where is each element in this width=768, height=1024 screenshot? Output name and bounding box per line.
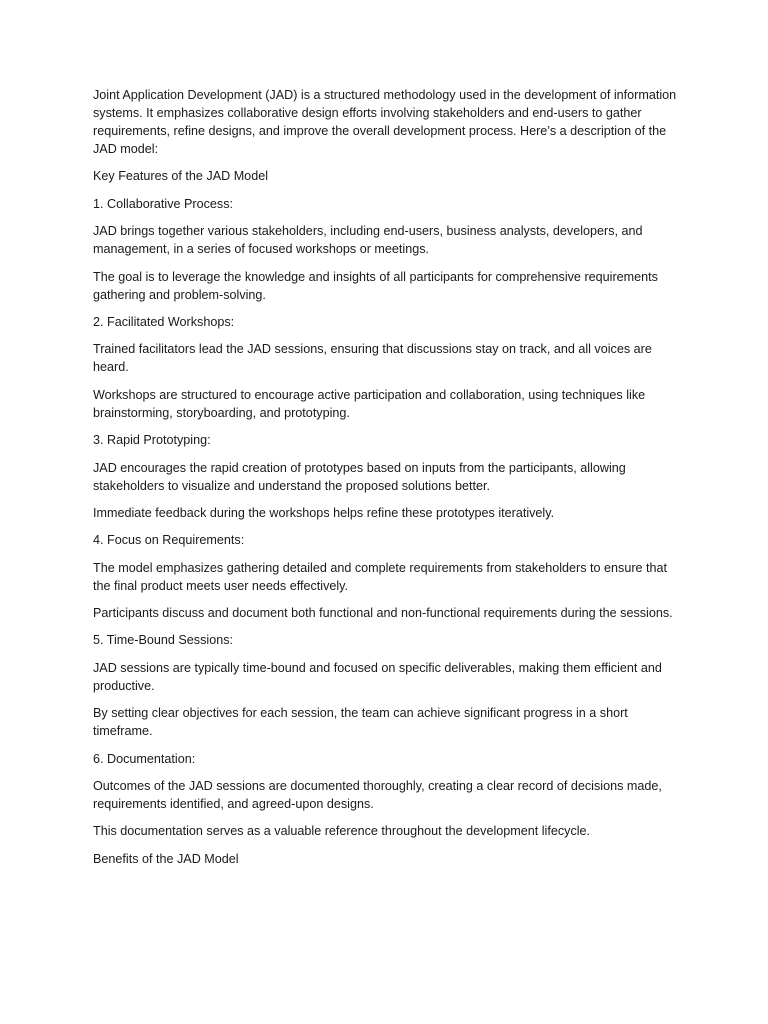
section-paragraph: Outcomes of the JAD sessions are documented thoroughly, creating a clear record of decisions made, requirements identified, and agreed-upon designs. — [93, 779, 662, 812]
section-documentation — [93, 750, 683, 841]
section-paragraph: The goal is to leverage the knowledge and insights of all participants for comprehensive requirements gathering and problem-solving. — [93, 269, 658, 302]
section-paragraph: This documentation serves as a valuable reference throughout the development lifecycle. — [93, 824, 591, 839]
section-paragraph: The model emphasizes gathering detailed and complete requirements from stakeholders to ensure that the final product meets user needs effectively. — [93, 560, 668, 593]
section-heading: 6. Documentation: — [93, 751, 196, 766]
benefits-heading: Benefits of the JAD Model — [93, 851, 239, 866]
section-paragraph: JAD sessions are typically time-bound and focused on specific deliverables, making them efficient and productive. — [93, 660, 662, 693]
section-heading: 5. Time-Bound Sessions: — [93, 633, 234, 648]
section-paragraph: JAD encourages the rapid creation of prototypes based on inputs from the participants, allowing stakeholders to visualize and understand the proposed solutions better. — [93, 460, 626, 493]
document-body — [93, 86, 683, 877]
section-paragraph: Workshops are structured to encourage active participation and collaboration, using techniques like brainstorming, storyboarding, and prototyping. — [93, 387, 646, 420]
section-focus-on-requirements — [93, 531, 683, 622]
section-paragraph: JAD brings together various stakeholders, including end-users, business analysts, developers, and management, in a series of focused workshops or meetings. — [93, 224, 643, 257]
section-heading: 3. Rapid Prototyping: — [93, 433, 211, 448]
section-paragraph: Immediate feedback during the workshops helps refine these prototypes iteratively. — [93, 505, 555, 520]
section-heading: 4. Focus on Requirements: — [93, 533, 245, 548]
intro-paragraph: Joint Application Development (JAD) is a structured methodology used in the development of information systems. It emphasizes collaborative design efforts involving stakeholders and end-users to gather requirements, refine designs, and improve the overall development process. Here’s a description of the JAD model: — [93, 88, 677, 156]
section-facilitated-workshops — [93, 313, 683, 422]
section-rapid-prototyping — [93, 431, 683, 522]
section-heading: 2. Facilitated Workshops: — [93, 314, 235, 329]
section-paragraph: Participants discuss and document both functional and non-functional requirements during the sessions. — [93, 606, 673, 621]
section-paragraph: By setting clear objectives for each session, the team can achieve significant progress in a short timeframe. — [93, 706, 628, 739]
section-heading: 1. Collaborative Process: — [93, 196, 233, 211]
section-collaborative-process — [93, 195, 683, 304]
key-features-heading: Key Features of the JAD Model — [93, 169, 268, 184]
section-time-bound-sessions — [93, 631, 683, 740]
section-paragraph: Trained facilitators lead the JAD sessions, ensuring that discussions stay on track, and all voices are heard. — [93, 342, 652, 375]
